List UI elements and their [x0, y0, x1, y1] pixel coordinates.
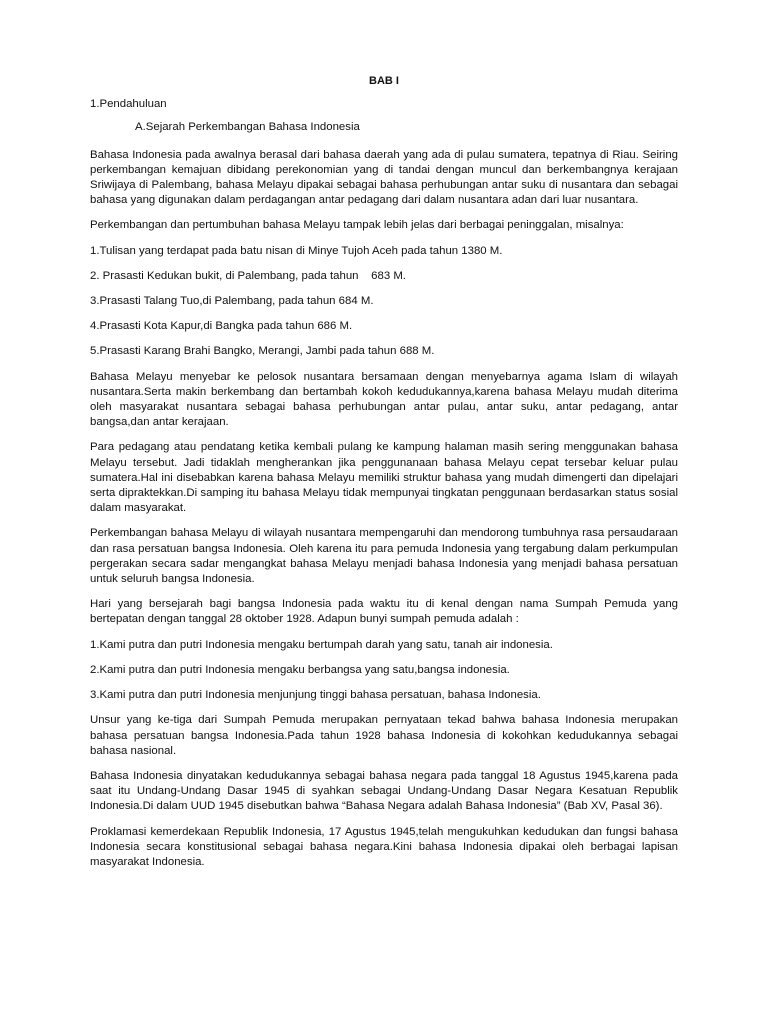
paragraph-unity: Perkembangan bahasa Melayu di wilayah nusantara mempengaruhi dan mendorong tumbuhnya rasa persaudaraan dan rasa persatuan bangsa Indonesia. Oleh karena itu para pemuda Indonesia yang tergabung dalam perkumpulan pergerakan secara sadar mengangkat bahasa Melayu menjadi bahasa Indonesia yang menjadi bahasa persatuan untuk seluruh bangsa Indonesia. — [90, 527, 678, 586]
paragraph-traders: Para pedagang atau pendatang ketika kembali pulang ke kampung halaman masih sering menggunakan bahasa Melayu tersebut. Jadi tidaklah mengherankan jika penggunanaan bahasa Melayu cepat tersebar keluar pulau sumatera.Hal ini disebabkan karena bahasa Melayu memiliki struktur bahasa yang mudah dimengerti dan dipelajari serta dipraktekkan.Di samping itu bahasa Melayu tidak mempunyai tingkatan penggunaan berdasarkan status sosial dalam masyarakat. — [90, 441, 678, 515]
paragraph-sumpah-pemuda: Hari yang bersejarah bagi bangsa Indonesia pada waktu itu di kenal dengan nama Sumpah Pemuda yang bertepatan dengan tanggal 28 oktober 1928. Adapun bunyi sumpah pemuda adalah : — [90, 598, 678, 626]
paragraph-state-language: Bahasa Indonesia dinyatakan kedudukannya sebagai bahasa negara pada tanggal 18 Agustus 1945,karena pada saat itu Undang-Undang Dasar 1945 di syahkan sebagai Undang-Undang Dasar Negara Kesatuan Republik Indonesia.Di dalam UUD 1945 disebutkan bahwa “Bahasa Negara adalah Bahasa Indonesia” (Bab XV, Pasal 36). — [90, 769, 678, 813]
paragraph-growth: Perkembangan dan pertumbuhan bahasa Melayu tampak lebih jelas dari berbagai peninggalan, misalnya: — [90, 219, 624, 232]
paragraph-third-element: Unsur yang ke-tiga dari Sumpah Pemuda merupakan pernyataan tekad bahwa bahasa Indonesia merupakan bahasa persatuan bangsa Indonesia.Pada tahun 1928 bahasa Indonesia di kokohkan kedudukannya sebagai bahasa nasional. — [90, 714, 678, 757]
section-heading: 1.Pendahuluan — [90, 98, 167, 111]
paragraph-origin: Bahasa Indonesia pada awalnya berasal dari bahasa daerah yang ada di pulau sumatera, tepatnya di Riau. Seiring perkembangan kemajuan dibidang perekonomian yang di tandai dengan muncul dan berkembangnya kerajaan Sriwijaya di Palembang, bahasa Melayu dipakai sebagai bahasa perhubungan antar suku di nusantara dan sebagai bahasa yang digunakan dalam perdagangan antar pedagang dari dalam nusantara adan dari luar nusantara. — [90, 148, 678, 207]
list-item-inscription-2: 2. Prasasti Kedukan bukit, di Palembang, pada tahun 683 M. — [90, 269, 406, 282]
chapter-title: BAB I — [369, 75, 399, 87]
document-page — [90, 74, 678, 880]
list-item-inscription-4: 4.Prasasti Kota Kapur,di Bangka pada tahun 686 M. — [90, 320, 353, 333]
list-item-oath-2: 2.Kami putra dan putri Indonesia mengaku berbangsa yang satu,bangsa indonesia. — [90, 663, 510, 676]
paragraph-spread: Bahasa Melayu menyebar ke pelosok nusantara bersamaan dengan menyebarnya agama Islam di wilayah nusantara.Serta makin berkembang dan bertambah kokoh kedudukannya,karena bahasa Melayu mudah diterima oleh masyarakat nusantara sebagai bahasa perhubungan antar pulau, antar suku, antar pedagang, antar bangsa,dan antar kerajaan. — [90, 370, 678, 429]
subsection-heading: A.Sejarah Perkembangan Bahasa Indonesia — [135, 121, 360, 134]
list-item-inscription-5: 5.Prasasti Karang Brahi Bangko, Merangi, Jambi pada tahun 688 M. — [90, 345, 435, 358]
list-item-oath-1: 1.Kami putra dan putri Indonesia mengaku bertumpah darah yang satu, tanah air indonesia. — [90, 638, 553, 651]
list-item-oath-3: 3.Kami putra dan putri Indonesia menjunjung tinggi bahasa persatuan, bahasa Indonesia. — [90, 689, 541, 702]
paragraph-proclamation: Proklamasi kemerdekaan Republik Indonesia, 17 Agustus 1945,telah mengukuhkan kedudukan dan fungsi bahasa Indonesia secara konstitusional sebagai bahasa negara.Kini bahasa Indonesia dipakai oleh berbagai lapisan masyarakat Indonesia. — [90, 825, 678, 868]
list-item-inscription-1: 1.Tulisan yang terdapat pada batu nisan di Minye Tujoh Aceh pada tahun 1380 M. — [90, 244, 503, 257]
list-item-inscription-3: 3.Prasasti Talang Tuo,di Palembang, pada tahun 684 M. — [90, 295, 374, 308]
